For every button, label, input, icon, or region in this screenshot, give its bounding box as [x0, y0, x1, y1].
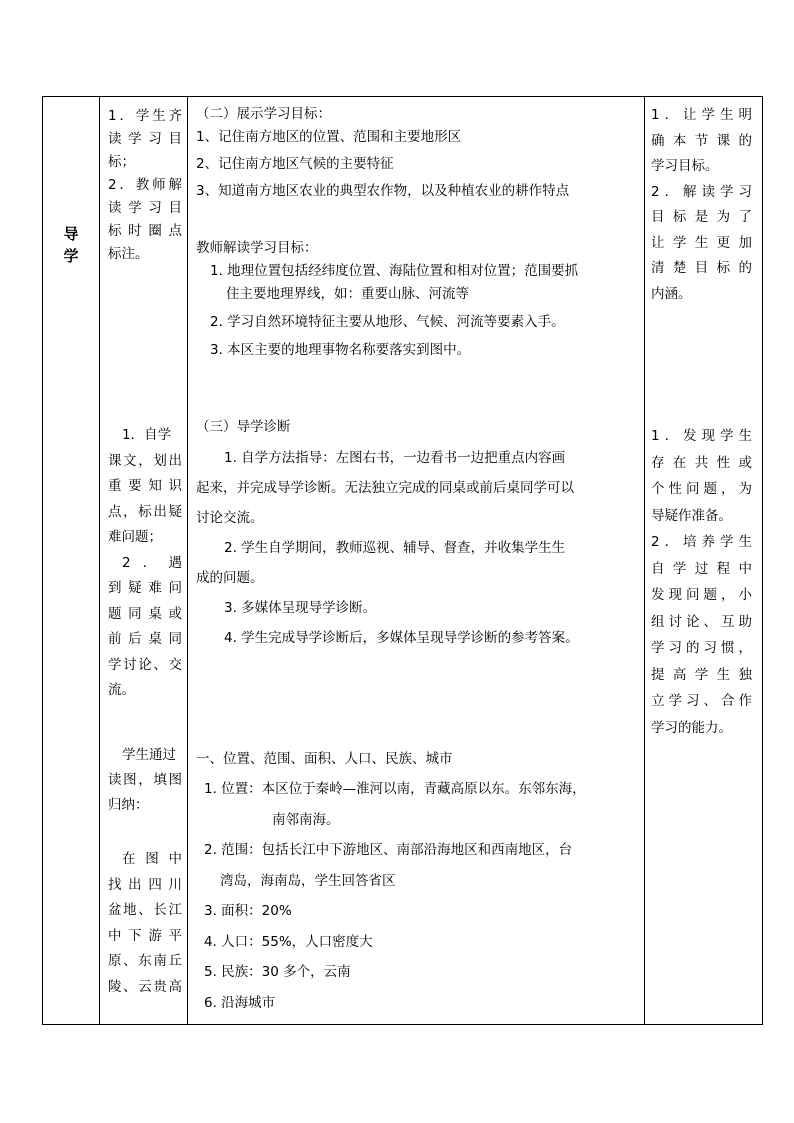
location-line: 6. 沿海城市	[204, 994, 276, 1011]
section-location	[196, 747, 638, 1018]
diagnosis-line: 4. 学生完成导学诊断后，多媒体呈现导学诊断的参考答案。	[224, 630, 579, 646]
teacher-item: 2. 学习自然环境特征主要从地形、气候、河流等要素入手。	[210, 314, 565, 330]
location-line: 3. 面积：20%	[204, 903, 292, 919]
design-intent-cell	[645, 97, 763, 1025]
stage-cell	[43, 97, 100, 1025]
teaching-content-cell	[188, 97, 645, 1025]
teacher-item: 1. 地理位置包括经纬度位置、海陆位置和相对位置；范围要抓	[210, 263, 579, 279]
goal-item: 3、知道南方地区农业的典型农作物，以及种植农业的耕作特点	[196, 183, 570, 199]
design-intent-block-1: 1．让学生明 确本节课的 学习目标。 2．解读学习 目标是为了 让学生更加 清楚目标的 内涵。	[651, 107, 752, 302]
section-heading: 一、位置、范围、面积、人口、民族、城市	[196, 751, 453, 767]
location-line: 南邻南海。	[272, 811, 340, 828]
location-line: 5. 民族：30 多个，云南	[204, 964, 351, 980]
diagnosis-line: 起来，并完成导学诊断。无法独立完成的同桌或前后桌同学可以	[196, 480, 574, 496]
student-activity-block-3: 学生通过 读图，填图 归纳：	[108, 747, 182, 813]
location-line: 4. 人口：55%，人口密度大	[204, 933, 373, 950]
diagnosis-line: 成的问题。	[196, 570, 264, 586]
location-line: 湾岛，海南岛，学生回答省区	[220, 872, 396, 889]
diagnosis-line: 1. 自学方法指导：左图右书，一边看书一边把重点内容画	[224, 450, 566, 466]
goal-item: 2、记住南方地区气候的主要特征	[196, 156, 394, 172]
teacher-heading: 教师解读学习目标：	[196, 240, 318, 256]
student-activity-cell	[100, 97, 188, 1025]
diagnosis-line: 2. 学生自学期间，教师巡视、辅导、督查，并收集学生生	[224, 540, 566, 556]
location-line: 1. 位置：本区位于秦岭—淮河以南，青藏高原以东。东邻东海，	[204, 781, 586, 797]
section-heading: （二）展示学习目标：	[196, 106, 331, 122]
teacher-item: 3. 本区主要的地理事物名称要落实到图中。	[210, 342, 471, 358]
student-activity-block-4: 在图中 找出四川 盆地、长江 中下游平 原、东南丘 陵、云贵高	[108, 851, 182, 995]
student-activity-block-1: 1．学生齐 读学习目 标； 2．教师解 读学习目 标时圈点 标注。	[108, 108, 182, 262]
diagnosis-line: 讨论交流。	[196, 510, 264, 526]
lesson-plan-table	[42, 96, 763, 1025]
design-intent-block-2: 1．发现学生 存在共性或 个性问题，为 导疑作准备。 2．培养学生 自学过程中 发现问题，小 组讨论、互助 学习的习惯， 提高学生独 立学习、合作 学习的能力。	[651, 428, 752, 736]
section-guided-diagnosis	[196, 415, 638, 653]
location-line: 2. 范围：包括长江中下游地区、南部沿海地区和西南地区，台	[204, 842, 573, 858]
section-heading: （三）导学诊断	[196, 419, 291, 435]
section-learning-goals	[196, 103, 638, 362]
student-activity-block-2: 1．自学 课文，划出 重要知识 点，标出疑 难问题； 2．遇 到疑难问 题同桌或 前后桌同 学讨论、交 流。	[108, 427, 182, 698]
teacher-item: 住主要地理界线，如：重要山脉、河流等	[226, 286, 469, 302]
goal-item: 1、记住南方地区的位置、范围和主要地形区	[196, 129, 462, 145]
stage-label: 导 学	[63, 225, 79, 265]
diagnosis-line: 3. 多媒体呈现导学诊断。	[224, 600, 377, 616]
table-row	[43, 97, 763, 1025]
